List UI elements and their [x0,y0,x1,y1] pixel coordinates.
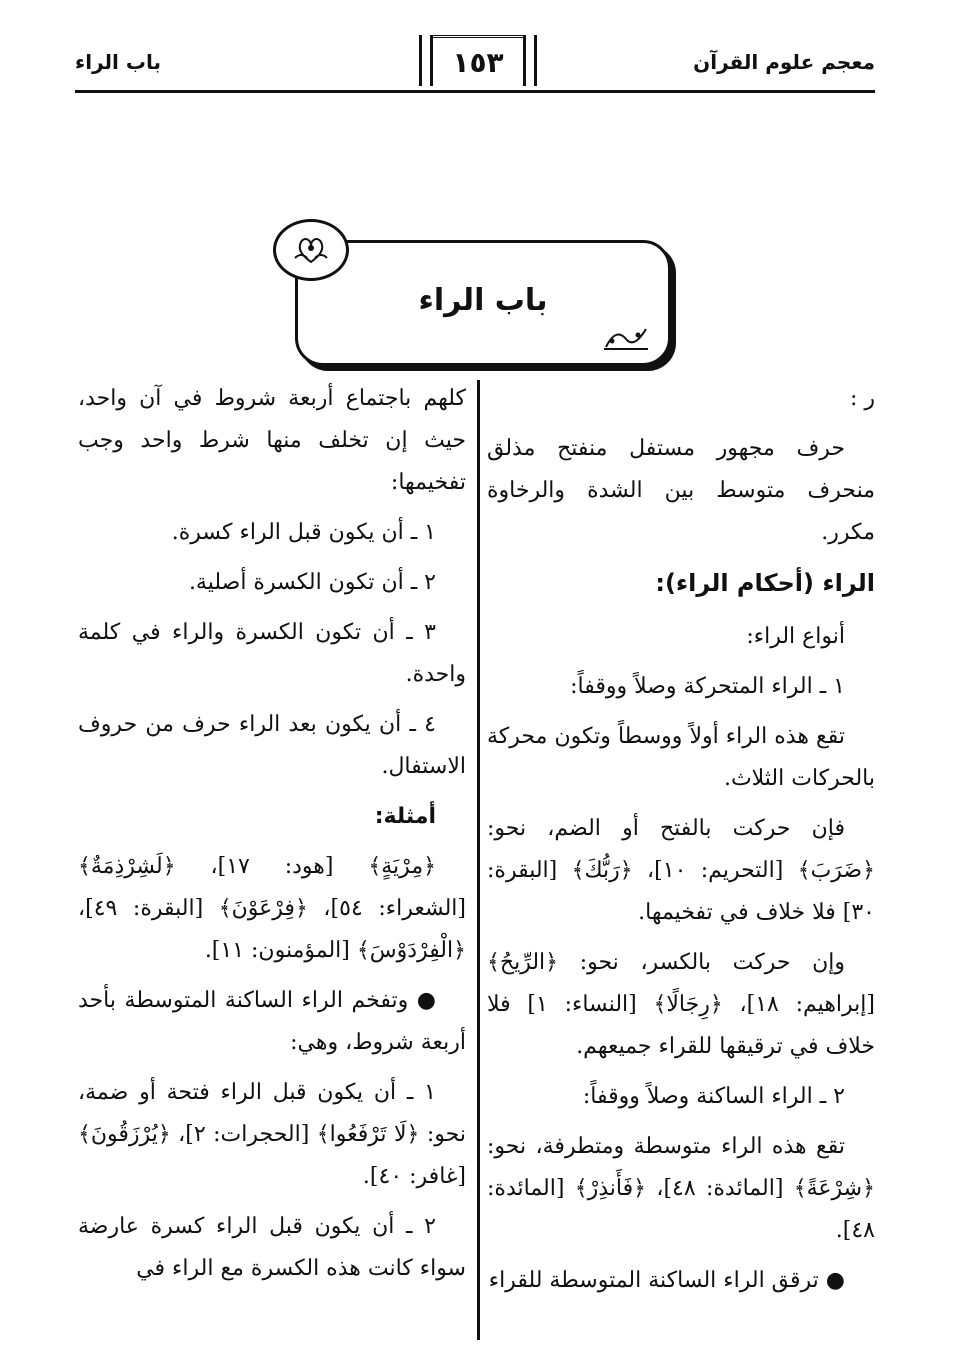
subheading: أنواع الراء: [746,624,845,649]
bullet-paragraph: ● ترقق الراء الساكنة المتوسطة للقراء [488,1268,845,1293]
subheading: ٢ ـ الراء الساكنة وصلاً ووقفاً: [582,1084,845,1109]
paragraph: وإن حركت بالكسر، نحو: ﴿الرِّيحُ﴾ [إبراهيم: ١٨]، ﴿رِجَالًا﴾ [النساء: ١] فلا خلاف في ترقيقها للقراء جميعهم. [487,950,875,1059]
paragraph: تقع هذه الراء متوسطة ومتطرفة، نحو: ﴿شِرْعَةً﴾ [المائدة: ٤٨]، ﴿فَأَنذِرْ﴾ [المائدة: ٤٨]. [487,1134,875,1243]
list-item: ١ ـ أن يكون قبل الراء كسرة. [171,520,436,545]
bullet-paragraph: ● وتفخم الراء الساكنة المتوسطة بأحد أربعة شروط، وهي: [78,988,466,1055]
left-column [78,378,466,1298]
list-item: ٢ ـ أن يكون قبل الراء كسرة عارضة سواء كانت هذه الكسرة مع الراء في [78,1214,466,1281]
chapter-title: باب الراء [418,283,548,318]
floral-ornament-icon [273,219,349,281]
right-column [487,378,875,1310]
corner-ornament-icon [602,321,650,351]
section-heading: الراء (أحكام الراء): [655,569,875,597]
paragraph: حرف مجهور مستفل منفتح مذلق منحرف متوسط بين الشدة والرخاوة مكرر. [487,436,875,545]
column-divider [477,380,480,1340]
paragraph: ﴿مِرْيَةٍ﴾ [هود: ١٧]، ﴿لَشِرْذِمَةٌ﴾ [الشعراء: ٥٤]، ﴿فِرْعَوْنَ﴾ [البقرة: ٤٩]، ﴿الْفِرْدَوْسَ﴾ [المؤمنون: ١١]. [78,854,467,963]
list-item: ٤ ـ أن يكون بعد الراء حرف من حروف الاستفال. [78,712,466,779]
entry-letter: ر : [849,386,875,411]
examples-heading: أمثلة: [374,804,436,829]
paragraph: تقع هذه الراء أولاً ووسطاً وتكون محركة بالحركات الثلاث. [487,724,875,791]
chapter-title-box [295,240,671,366]
list-item: ٢ ـ أن تكون الكسرة أصلية. [188,570,436,595]
page-number: ١٥٣ [452,45,504,79]
subheading: ١ ـ الراء المتحركة وصلاً ووقفاً: [570,674,845,699]
running-chapter-title: باب الراء [75,50,161,74]
page-header [75,30,875,93]
list-item: ١ ـ أن يكون قبل الراء فتحة أو ضمة، نحو: ﴿لَا تَرْفَعُوا﴾ [الحجرات: ٢]، ﴿يُرْزَقُونَ﴾ [غافر: ٤٠]. [78,1080,466,1189]
paragraph: فإن حركت بالفتح أو الضم، نحو: ﴿ضَرَبَ﴾ [التحريم: ١٠]، ﴿رَبُّكَ﴾ [البقرة: ٣٠] فلا خلاف في تفخيمها. [487,816,875,925]
paragraph: كلهم باجتماع أربعة شروط في آن واحد، حيث إن تخلف منها شرط واحد وجب تفخيمها: [78,386,466,495]
page-number-frame [430,35,526,86]
list-item: ٣ ـ أن تكون الكسرة والراء في كلمة واحدة. [78,620,466,687]
book-title: معجم علوم القرآن [693,50,875,74]
